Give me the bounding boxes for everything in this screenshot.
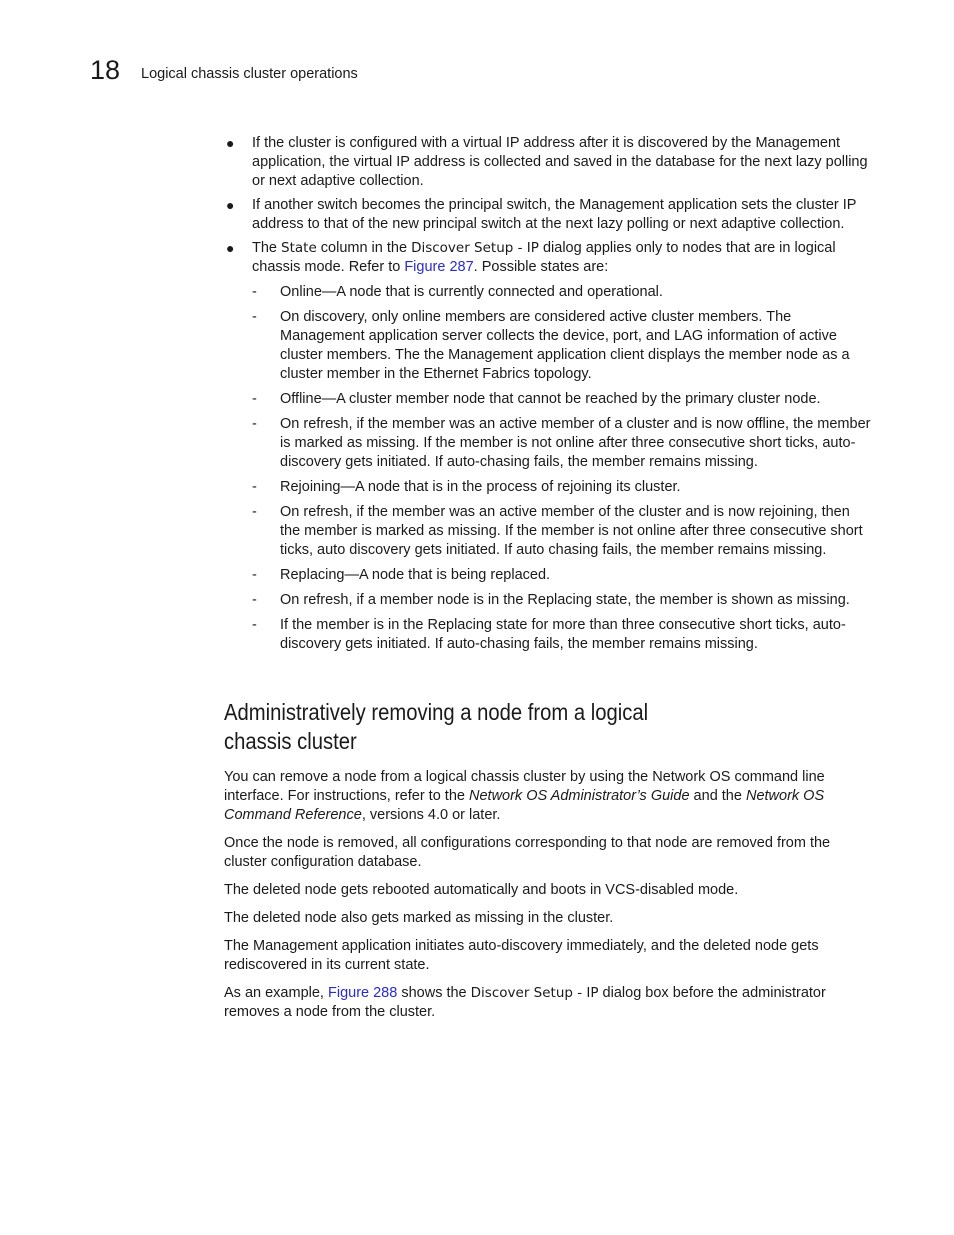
dash-marker: -: [252, 416, 257, 432]
list-item: - Rejoining—A node that is in the process of rejoining its cluster.: [252, 479, 681, 495]
section-body: [224, 768, 870, 1031]
list-item: - Replacing—A node that is being replaced.: [252, 567, 551, 583]
figure-287-link[interactable]: Figure 287: [404, 259, 474, 275]
paragraph: You can remove a node from a logical chassis cluster by using the Network OS command line interface. For instructions, refer to the Network OS Administrator’s Guide and the Network OS Command Reference, versions 4.0 or later.: [224, 769, 825, 823]
chapter-number: 18: [90, 55, 121, 85]
bullet-item: [224, 196, 872, 234]
bullet-text: The State column in the Discover Setup - IP dialog applies only to nodes that are in logical chassis mode. Refer to Figure 287. Possible states are:: [252, 240, 836, 275]
list-item: - On refresh, if the member was an active member of a cluster and is now offline, the member is marked as missing. If the member is not online after three consecutive short ticks, auto-discovery gets initiated. If auto-chasing fails, the member remains missing.: [252, 416, 871, 470]
list-item: - Offline—A cluster member node that cannot be reached by the primary cluster node.: [252, 391, 821, 407]
paragraph: Once the node is removed, all configurations corresponding to that node are removed from the cluster configuration database.: [224, 835, 831, 870]
bullet-dot-icon: ●: [226, 240, 235, 256]
bullet-item: [224, 134, 872, 191]
dash-marker: -: [252, 617, 257, 633]
running-head: Logical chassis cluster operations: [141, 66, 358, 82]
ui-term-discover-setup-ip: Discover Setup - IP: [411, 240, 539, 256]
state-sublist: [252, 283, 872, 654]
section-heading: [224, 698, 664, 756]
list-item: - On refresh, if the member was an active member of the cluster and is now rejoining, then the member is marked as missing. If the member is not online after three consecutive short ticks, auto discovery gets initiated. If auto chasing fails, the member remains missing.: [252, 504, 863, 558]
dash-marker: -: [252, 284, 257, 300]
paragraph: The deleted node gets rebooted automatically and boots in VCS-disabled mode.: [224, 882, 739, 898]
dash-marker: -: [252, 309, 257, 325]
list-item: - On refresh, if a member node is in the Replacing state, the member is shown as missing.: [252, 592, 850, 608]
bullet-text: If the cluster is configured with a virtual IP address after it is discovered by the Management application, the virtual IP address is collected and saved in the database for the next lazy polling or next adaptive collection.: [252, 135, 868, 189]
section-heading-line1: Administratively removing a node from a logical: [224, 699, 649, 725]
dash-marker: -: [252, 391, 257, 407]
bullet-dot-icon: ●: [226, 135, 235, 151]
bullet-text: If another switch becomes the principal switch, the Management application sets the cluster IP address to that of the new principal switch at the next lazy polling or next adaptive collection.: [252, 197, 857, 232]
ui-term-state: State: [281, 240, 317, 256]
paragraph: The deleted node also gets marked as missing in the cluster.: [224, 910, 614, 926]
list-item: - On discovery, only online members are considered active cluster members. The Management application server collects the device, port, and LAG information of active cluster members. The the Management application client displays the member node as a cluster member in the Ethernet Fabrics topology.: [252, 309, 850, 382]
state-bullet-list: [224, 134, 872, 660]
dash-marker: -: [252, 504, 257, 520]
bullet-item: [224, 239, 872, 654]
bullet-dot-icon: ●: [226, 197, 235, 213]
list-item: - If the member is in the Replacing state for more than three consecutive short ticks, auto-discovery gets initiated. If auto-chasing fails, the member remains missing.: [252, 617, 846, 652]
paragraph: The Management application initiates auto-discovery immediately, and the deleted node gets rediscovered in its current state.: [224, 938, 819, 973]
figure-288-link[interactable]: Figure 288: [327, 985, 398, 1001]
list-item: - Online—A node that is currently connected and operational.: [252, 284, 663, 300]
guide-title: Network OS Administrator’s Guide: [469, 788, 690, 804]
dash-marker: -: [252, 479, 257, 495]
paragraph: As an example, Figure 288 shows the Discover Setup - IP dialog box before the administrator removes a node from the cluster.: [224, 985, 826, 1020]
ui-term-discover-setup-ip: Discover Setup - IP: [470, 985, 599, 1001]
reference-title: Network OS Command Reference: [224, 788, 825, 823]
dash-marker: -: [252, 592, 257, 608]
section-heading-line2: chassis cluster: [224, 728, 357, 754]
dash-marker: -: [252, 567, 257, 583]
